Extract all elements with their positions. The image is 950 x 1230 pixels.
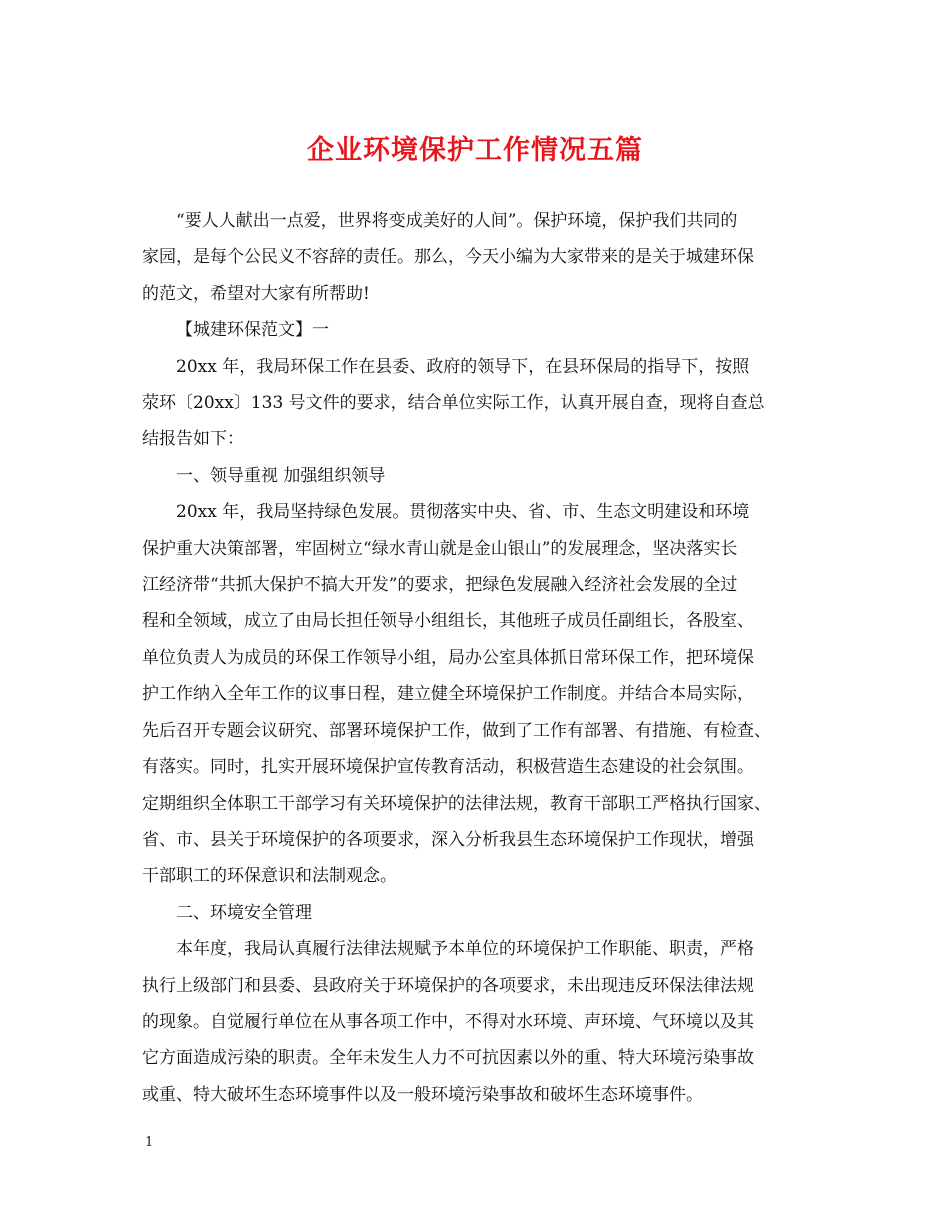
text-line: 它方面造成污染的职责。全年未发生人力不可抗因素以外的重、特大环境污染事故 [142,1048,754,1069]
text-line: 先后召开专题会议研究、部署环境保护工作，做到了工作有部署、有措施、有检查、 [142,720,771,741]
text-line: 荥环〔20xx〕133 号文件的要求，结合单位实际工作，认真开展自查，现将自查总 [142,393,765,414]
text-line: 结报告如下： [142,429,244,450]
text-line: 执行上级部门和县委、县政府关于环境保护的各项要求，未出现违反环保法律法规 [142,975,754,996]
text-line: 省、市、县关于环境保护的各项要求，深入分析我县生态环境保护工作现状，增强 [142,829,754,850]
text-line: 干部职工的环保意识和法制观念。 [142,866,397,887]
text-line: 家园，是每个公民义不容辞的责任。那么，今天小编为大家带来的是关于城建环保 [142,247,754,268]
text-line: “要人人献出一点爱，世界将变成美好的人间”。保护环境，保护我们共同的 [176,211,738,231]
text-line: 一、领导重视 加强组织领导 [176,465,386,486]
text-line: 护工作纳入全年工作的议事日程，建立健全环境保护工作制度。并结合本局实际， [142,684,754,705]
text-line: 单位负责人为成员的环保工作领导小组，局办公室具体抓日常环保工作，把环境保 [142,647,754,668]
text-line: 江经济带“共抓大保护不搞大开发”的要求，把绿色发展融入经济社会发展的全过 [142,575,738,596]
text-line: 的现象。自觉履行单位在从事各项工作中，不得对水环境、声环境、气环境以及其 [142,1011,754,1032]
text-line: 定期组织全体职工干部学习有关环境保护的法律法规，教育干部职工严格执行国家、 [142,793,771,814]
text-line: 有落实。同时，扎实开展环境保护宣传教育活动，积极营造生态建设的社会氛围。 [142,757,754,778]
text-line: 二、环境安全管理 [176,902,312,923]
text-line: 的范文，希望对大家有所帮助! [142,283,370,304]
text-line: 20xx 年，我局坚持绿色发展。贯彻落实中央、省、市、生态文明建设和环境 [176,502,750,523]
text-line: 保护重大决策部署，牢固树立“绿水青山就是金山银山”的发展理念，坚决落实长 [142,538,738,559]
document-title: 企业环境保护工作情况五篇 [307,135,643,166]
text-line: 20xx 年，我局环保工作在县委、政府的领导下，在县环保局的指导下，按照 [176,356,750,377]
document-body [142,203,822,1113]
text-line: 程和全领域，成立了由局长担任领导小组组长，其他班子成员任副组长，各股室、 [142,611,754,632]
text-line: 本年度，我局认真履行法律法规赋予本单位的环境保护工作职能、职责，严格 [176,939,754,960]
page-number: 1 [145,1135,154,1150]
text-line: 或重、特大破坏生态环境事件以及一般环境污染事故和破坏生态环境事件。 [142,1084,703,1105]
text-line: 【城建环保范文】一 [176,320,329,341]
